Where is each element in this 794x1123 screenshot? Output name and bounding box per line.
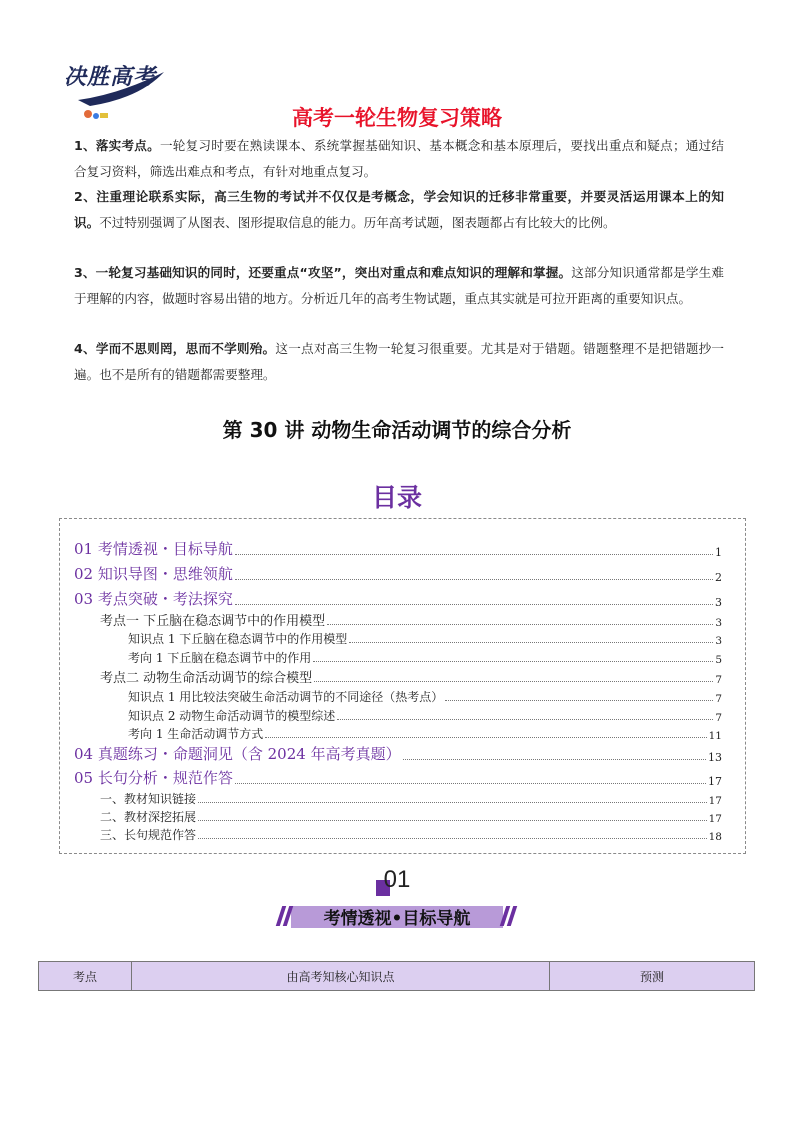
toc-leader (235, 782, 706, 784)
toc-leader (445, 699, 713, 701)
toc-leader (314, 680, 713, 682)
toc-label: 05 长句分析・规范作答 (74, 769, 233, 787)
toc-label: 01 考情透视・目标导航 (74, 540, 233, 558)
toc-entry-01[interactable] (74, 538, 722, 559)
toc-page: 13 (708, 751, 722, 764)
lecture-title: 第 30 讲 动物生命活动调节的综合分析 (222, 418, 572, 442)
strategy-paragraph-3 (74, 260, 724, 311)
toc-page: 17 (708, 795, 722, 807)
paragraph-body: 这一点对高三生物一轮复习很重要。尤其是对于错题。错题整理不是把错题抄一遍。也不是所有的错题都需要整理。 (74, 341, 725, 382)
toc-page: 3 (715, 596, 722, 609)
strategy-title: 高考一轮生物复习策略 (292, 106, 502, 130)
toc-page: 5 (715, 654, 722, 666)
toc-entry-05[interactable] (74, 767, 722, 788)
table-header-row (39, 962, 755, 991)
toc-label: 02 知识导图・思维领航 (74, 565, 233, 583)
toc-entry-zhishidian-2-1[interactable] (128, 688, 722, 705)
toc-page: 18 (708, 831, 722, 843)
toc-entry-zhishidian-2-2[interactable] (128, 707, 722, 724)
table-header-kaodian: 考点 (39, 962, 132, 991)
toc-leader (198, 819, 707, 821)
toc-page: 7 (715, 712, 722, 724)
toc-page: 1 (715, 546, 722, 559)
toc-entry-zhishidian-1[interactable] (128, 630, 722, 647)
toc-leader (349, 641, 713, 643)
toc-label: 考向 1 下丘脑在稳态调节中的作用 (128, 651, 312, 665)
section-number: 01 (383, 866, 411, 893)
section-banner (275, 901, 519, 931)
paragraph-body: 不过特别强调了从图表、图形提取信息的能力。历年高考试题，图表题都占有比较大的比例。 (99, 214, 616, 230)
toc-entry-5-2[interactable] (100, 808, 722, 825)
paragraph-body: 一轮复习时要在熟读课本、系统掌握基础知识、基本概念和基本原理后，要找出重点和疑点；通过结合复习资料，筛选出难点和考点，有针对地重点复习。 (74, 138, 725, 179)
toc-leader (337, 718, 713, 720)
toc-entry-5-3[interactable] (100, 826, 722, 843)
strategy-paragraph-2 (74, 184, 724, 235)
toc-page: 7 (715, 674, 722, 686)
toc-entry-03[interactable] (74, 588, 722, 609)
toc-page: 3 (715, 617, 722, 629)
table-header-prediction: 预测 (550, 962, 755, 991)
toc-label: 知识点 2 动物生命活动调节的模型综述 (128, 709, 336, 723)
paragraph-lead: 3、一轮复习基础知识的同时，还要重点“攻坚”，突出对重点和难点知识的理解和掌握。 (74, 265, 572, 280)
paragraph-lead: 1、落实考点。 (74, 138, 160, 153)
toc-heading: 目录 (371, 483, 422, 512)
toc-leader (198, 801, 707, 803)
toc-leader (313, 660, 713, 662)
toc-entry-kaodian-2[interactable] (100, 667, 722, 686)
strategy-paragraph-1 (74, 133, 724, 184)
toc-page: 17 (708, 813, 722, 825)
paragraph-lead: 4、学而不思则罔，思而不学则殆。 (74, 341, 276, 356)
toc-leader (235, 578, 713, 580)
toc-page: 11 (708, 730, 722, 742)
toc-label: 考点二 动物生命活动调节的综合模型 (100, 671, 313, 686)
paragraph-lead: 2、注重理论联系实际，高三生物的考试并不仅仅是考概念，学会知识的迁移非常重要，并要灵活运用课本上的知识。 (74, 189, 724, 230)
toc-entry-02[interactable] (74, 563, 722, 584)
toc-page: 17 (708, 775, 722, 788)
toc-label: 知识点 1 用比较法突破生命活动调节的不同途径（热考点） (128, 690, 444, 704)
toc-label: 一、教材知识链接 (100, 792, 197, 806)
toc-entry-kaoxiang-2-1[interactable] (128, 725, 722, 742)
toc-label: 03 考点突破・考法探究 (74, 590, 233, 608)
paragraph-body: 这部分知识通常都是学生难于理解的内容，做题时容易出错的地方。分析近几年的高考生物试题，重点其实就是可拉开距离的重要知识点。 (74, 265, 724, 306)
toc-page: 7 (715, 693, 722, 705)
exam-table (38, 961, 755, 991)
toc-label: 04 真题练习・命题洞见（含 2024 年高考真题） (74, 745, 401, 763)
toc-leader (235, 553, 713, 555)
toc-label: 考向 1 生命活动调节方式 (128, 727, 264, 741)
toc-page: 3 (715, 635, 722, 647)
toc-entry-5-1[interactable] (100, 790, 722, 807)
toc-entry-kaodian-1[interactable] (100, 610, 722, 629)
toc-leader (198, 837, 707, 839)
toc-leader (265, 736, 706, 738)
toc-entry-04[interactable] (74, 743, 722, 764)
toc-leader (235, 603, 713, 605)
section-title: 考情透视•目标导航 (323, 909, 471, 929)
toc-label: 知识点 1 下丘脑在稳态调节中的作用模型 (128, 632, 348, 646)
toc-leader (327, 623, 713, 625)
toc-page: 2 (715, 571, 722, 584)
table-header-core-knowledge: 由高考知核心知识点 (132, 962, 550, 991)
toc-leader (403, 758, 706, 760)
toc-label: 二、教材深挖拓展 (100, 810, 197, 824)
toc-label: 考点一 下丘脑在稳态调节中的作用模型 (100, 614, 326, 629)
toc-label: 三、长句规范作答 (100, 828, 197, 842)
logo-text: 决胜高考 (64, 64, 157, 90)
toc-entry-kaoxiang-1[interactable] (128, 649, 722, 666)
strategy-paragraph-4 (74, 336, 724, 387)
